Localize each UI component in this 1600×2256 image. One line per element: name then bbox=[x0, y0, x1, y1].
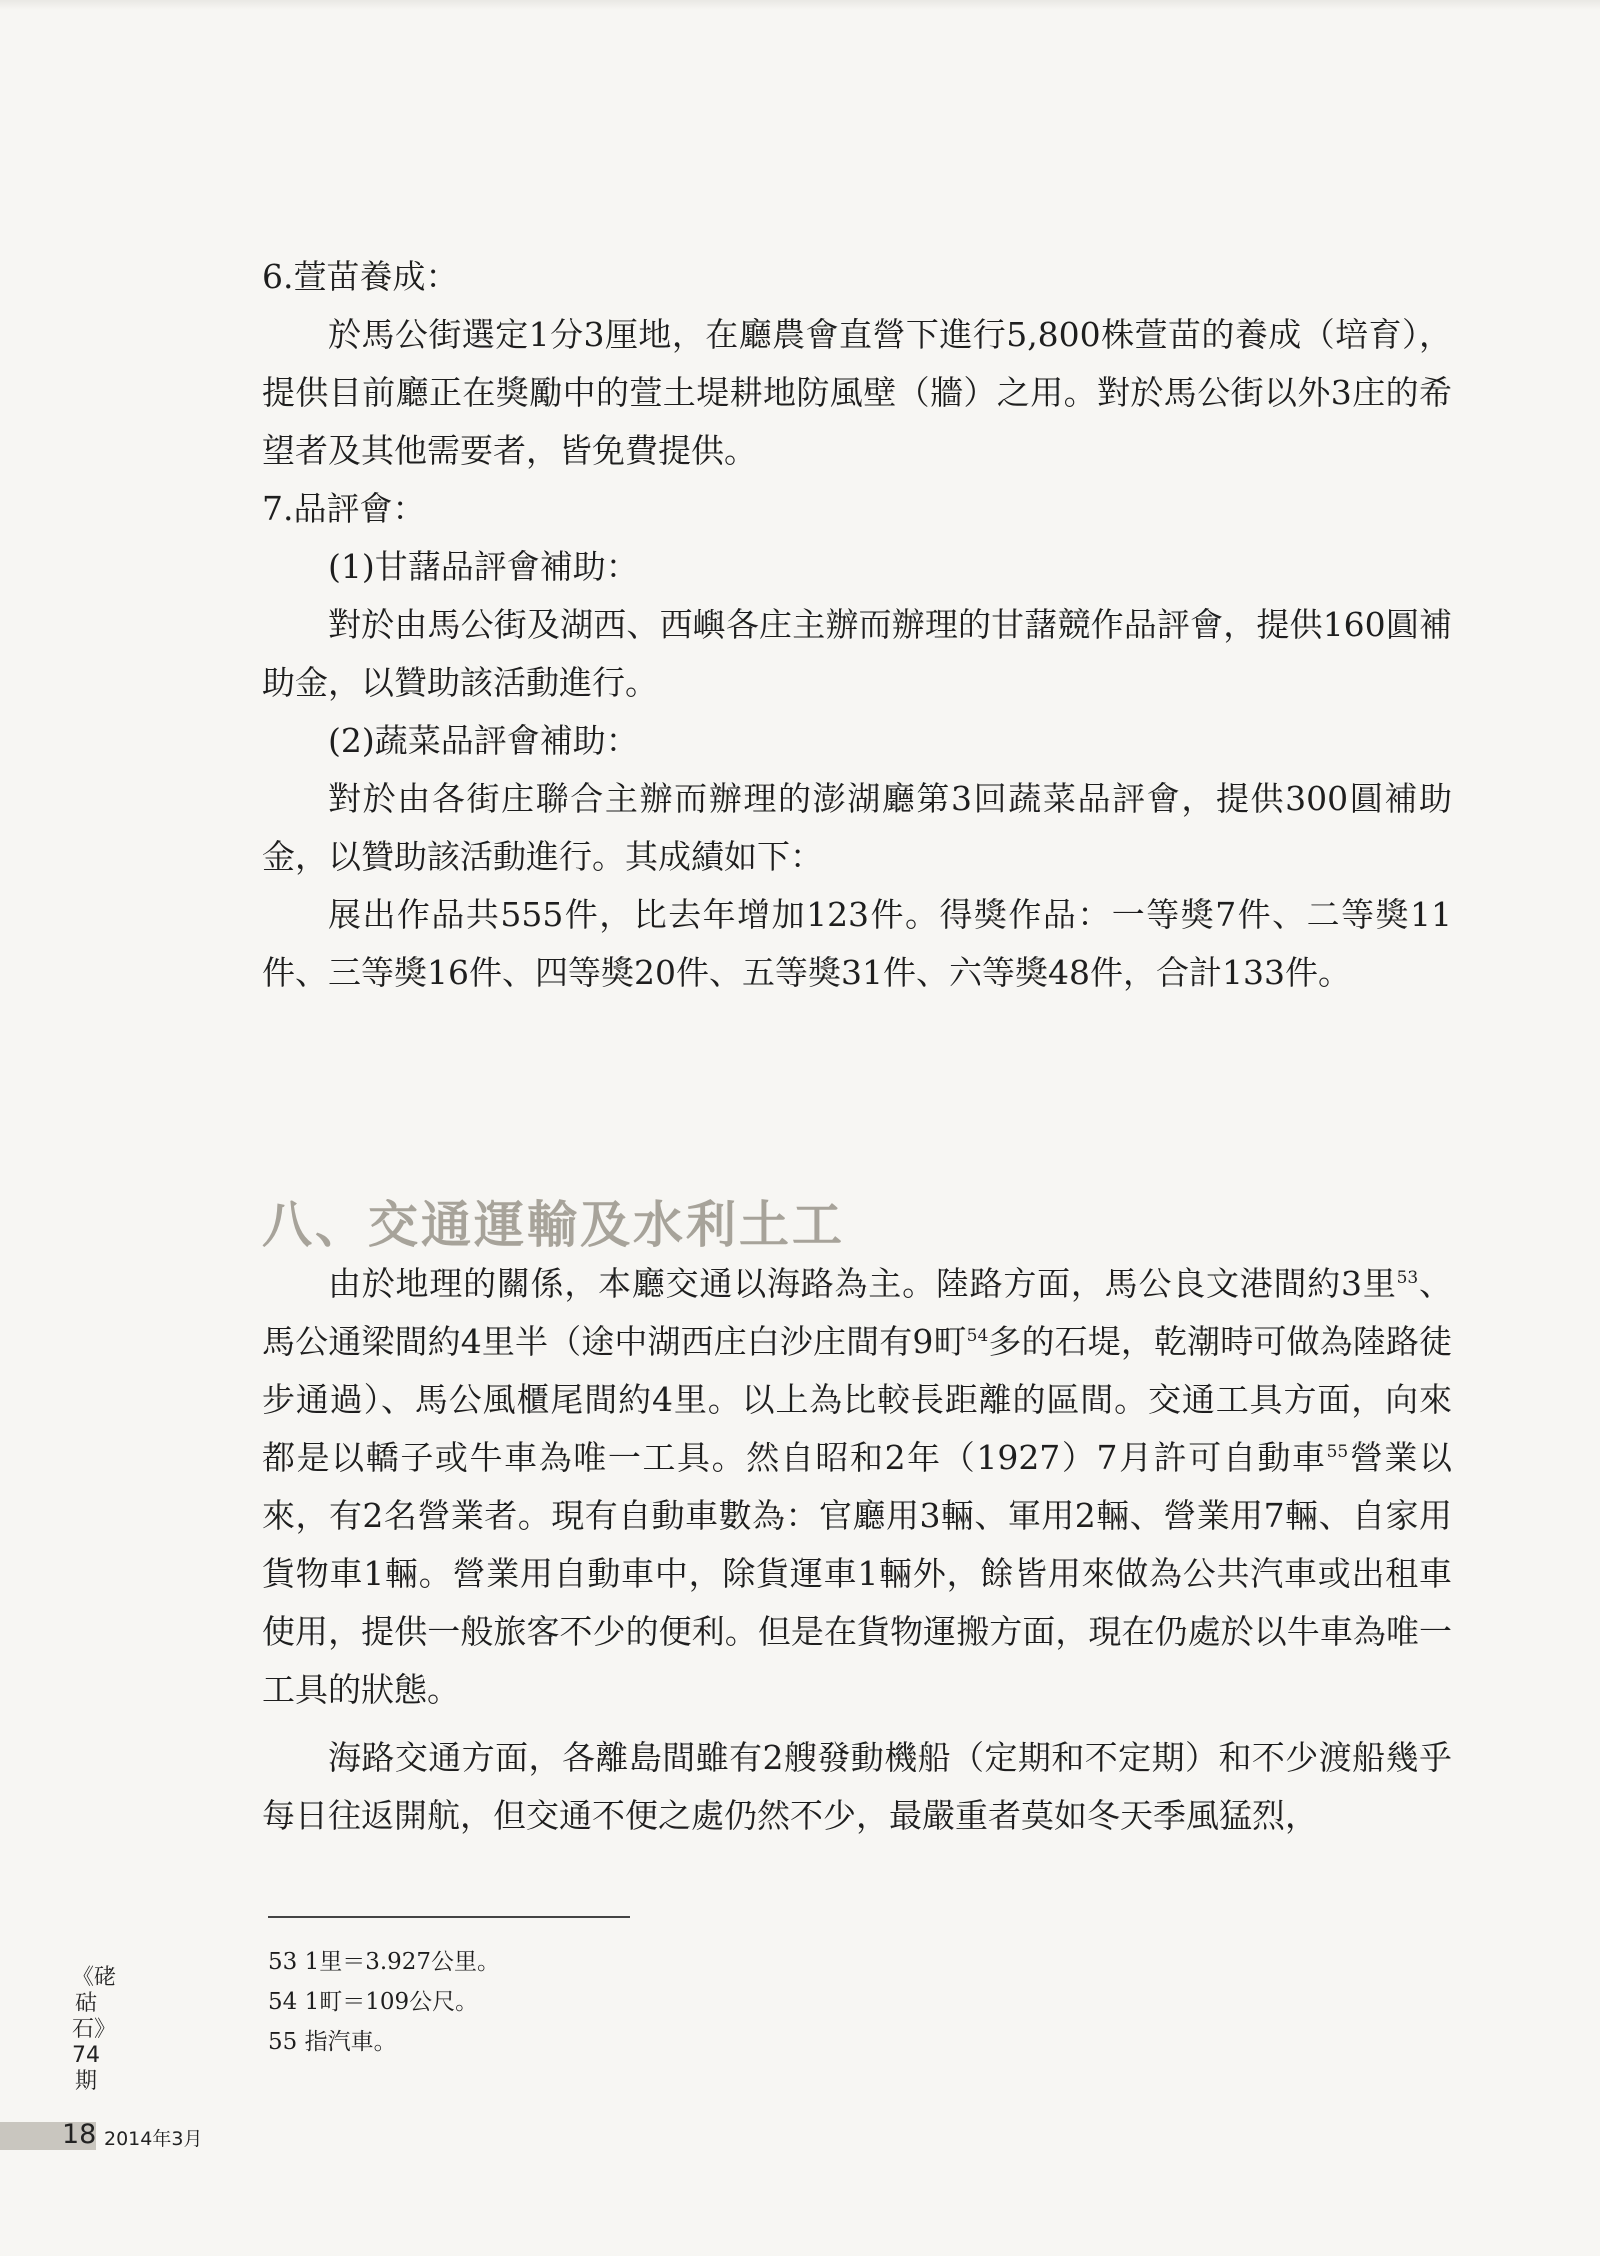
footnote-55: 55 指汽車。 bbox=[268, 2029, 397, 2055]
p1-part-d: 營業以來，有2名營業者。現有自動車數為：官廳用3輛、軍用2輛、營業用7輛、自家用貨物車1輛。營業用自動車中，除貨運車1輛外，餘皆用來做為公共汽車或出租車使用，提供一般旅客不少的便利。但是在貨物運搬方面，現在仍處於以牛車為唯一工具的狀態。 bbox=[262, 1438, 1452, 1709]
footnote-divider bbox=[268, 1916, 630, 1918]
section-7-title: 7.品評會： bbox=[262, 489, 426, 528]
footnote-54: 54 1町＝109公尺。 bbox=[268, 1989, 479, 2015]
footnote-53: 53 1里＝3.927公里。 bbox=[268, 1949, 501, 1975]
page-number: 18 bbox=[62, 2119, 97, 2150]
chapter-body bbox=[262, 1255, 1452, 1845]
section-6-body: 於馬公街選定1分3厘地，在廳農會直營下進行5,800株萱苗的養成（培育），提供目前廳正在獎勵中的萱土堤耕地防風壁（牆）之用。對於馬公街以外3庄的希望者及其他需要者，皆免費提供。 bbox=[262, 315, 1452, 470]
chapter-heading: 八、交通運輸及水利土工 bbox=[262, 1196, 845, 1254]
item-1-title: (1)甘藷品評會補助： bbox=[328, 547, 639, 586]
item-2-result: 展出作品共555件，比去年增加123件。得獎作品：一等獎7件、二等獎11件、三等獎16件、四等獎20件、五等獎31件、六等獎48件，合計133件。 bbox=[262, 895, 1452, 992]
p1-part-a: 由於地理的關係，本廳交通以海路為主。陸路方面，馬公良文港間約3里 bbox=[328, 1264, 1397, 1303]
footnote-ref-53: 53 bbox=[1396, 1268, 1419, 1288]
magazine-title-vertical: 《硓𥑮石》74期 bbox=[72, 1965, 117, 2094]
section-6-7 bbox=[262, 248, 1452, 1002]
issue-date: 2014年3月 bbox=[104, 2128, 203, 2150]
chapter-paragraph-1 bbox=[262, 1255, 1452, 1719]
footnote-ref-55: 55 bbox=[1326, 1442, 1349, 1462]
page-top-edge bbox=[0, 0, 1600, 10]
p1-part-c: 多的石堤，乾潮時可做為陸路徒步通過）、馬公風櫃尾間約4里。以上為比較長距離的區間。交通工具方面，向來都是以轎子或牛車為唯一工具。然自昭和2年（1927）7月許可自動車 bbox=[262, 1322, 1452, 1477]
item-2-title: (2)蔬菜品評會補助： bbox=[328, 721, 639, 760]
section-6-title: 6.萱苗養成： bbox=[262, 257, 459, 296]
item-1-body: 對於由馬公街及湖西、西嶼各庄主辦而辦理的甘藷競作品評會，提供160圓補助金，以贊助該活動進行。 bbox=[262, 605, 1452, 702]
footnotes bbox=[268, 1942, 500, 2062]
footnote-ref-54: 54 bbox=[966, 1326, 989, 1346]
p1-part-b: 、馬公通梁間約4里半（途中湖西庄白沙庄間有9町 bbox=[262, 1264, 1453, 1361]
chapter-paragraph-2: 海路交通方面，各離島間雖有2艘發動機船（定期和不定期）和不少渡船幾乎每日往返開航，但交通不便之處仍然不少，最嚴重者莫如冬天季風猛烈， bbox=[262, 1738, 1452, 1835]
item-2-body: 對於由各街庄聯合主辦而辦理的澎湖廳第3回蔬菜品評會，提供300圓補助金，以贊助該活動進行。其成績如下： bbox=[262, 779, 1452, 876]
